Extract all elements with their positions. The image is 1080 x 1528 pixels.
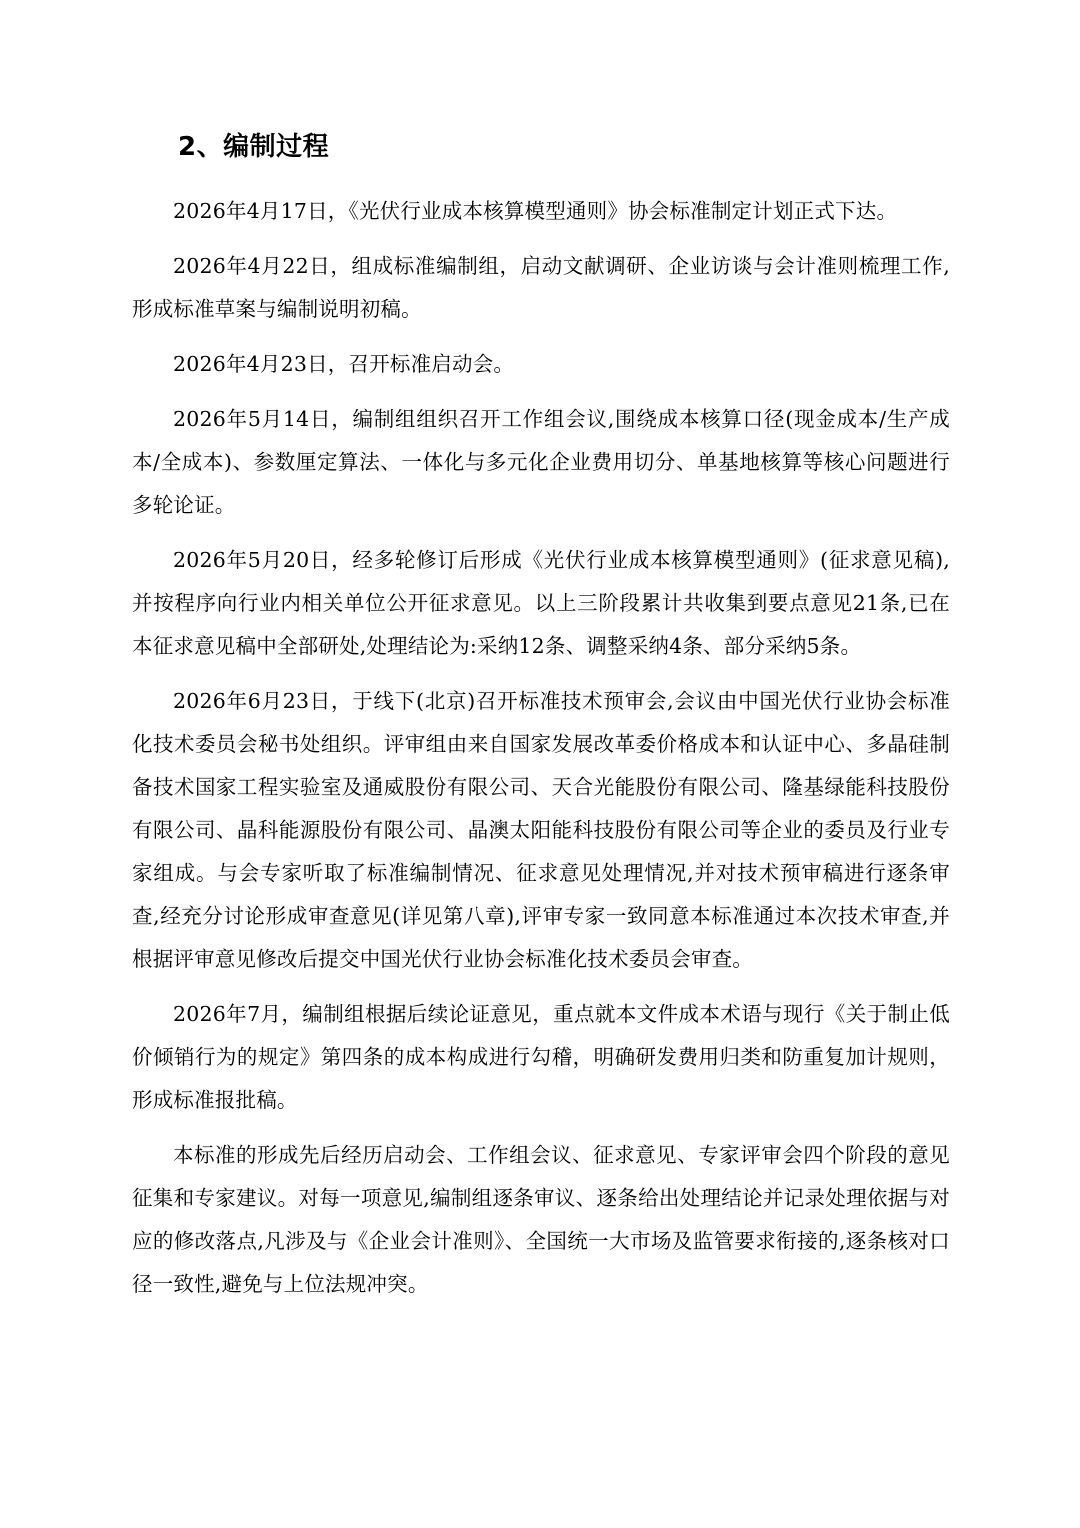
- paragraph-drafting-group: 2026年4月22日，组成标准编制组，启动文献调研、企业访谈与会计准则梳理工作,形成标准草案与编制说明初稿。: [132, 254, 950, 321]
- paragraph-kickoff-meeting: 2026年4月23日，召开标准启动会。: [173, 352, 515, 376]
- paragraph-working-group-meeting: 2026年5月14日，编制组组织召开工作组会议,围绕成本核算口径(现金成本/生产成本/全成本)、参数厘定算法、一体化与多元化企业费用切分、单基地核算等核心问题进行多轮论证。: [132, 407, 950, 517]
- paragraph-approval-draft: 2026年7月，编制组根据后续论证意见，重点就本文件成本术语与现行《关于制止低价倾销行为的规定》第四条的成本构成进行勾稽，明确研发费用归类和防重复加计规则，形成标准报批稿。: [132, 1002, 950, 1112]
- paragraph-plan-issued: 2026年4月17日，《光伏行业成本核算模型通则》协会标准制定计划正式下达。: [173, 199, 898, 223]
- section-heading: 2、编制过程: [178, 132, 330, 162]
- document-body: [132, 190, 950, 1318]
- paragraph-technical-review: 2026年6月23日，于线下(北京)召开标准技术预审会,会议由中国光伏行业协会标准化技术委员会秘书处组织。评审组由来自国家发展改革委价格成本和认证中心、多晶硅制备技术国家工程实验室及通威股份有限公司、天合光能股份有限公司、隆基绿能科技股份有限公司、晶科能源股份有限公司、晶澳太阳能科技股份有限公司等企业的委员及行业专家组成。与会专家听取了标准编制情况、征求意见处理情况,并对技术预审稿进行逐条审查,经充分讨论形成审查意见(详见第八章),评审专家一致同意本标准通过本次技术审查,并根据评审意见修改后提交中国光伏行业协会标准化技术委员会审查。: [132, 689, 950, 971]
- paragraph-summary: 本标准的形成先后经历启动会、工作组会议、征求意见、专家评审会四个阶段的意见征集和专家建议。对每一项意见,编制组逐条审议、逐条给出处理结论并记录处理依据与对应的修改落点,凡涉及与《企业会计准则》、全国统一大市场及监管要求衔接的,逐条核对口径一致性,避免与上位法规冲突。: [132, 1143, 950, 1296]
- paragraph-consultation-draft: 2026年5月20日，经多轮修订后形成《光伏行业成本核算模型通则》(征求意见稿),并按程序向行业内相关单位公开征求意见。以上三阶段累计共收集到要点意见21条,已在本征求意见稿中全部研处,处理结论为:采纳12条、调整采纳4条、部分采纳5条。: [132, 548, 950, 658]
